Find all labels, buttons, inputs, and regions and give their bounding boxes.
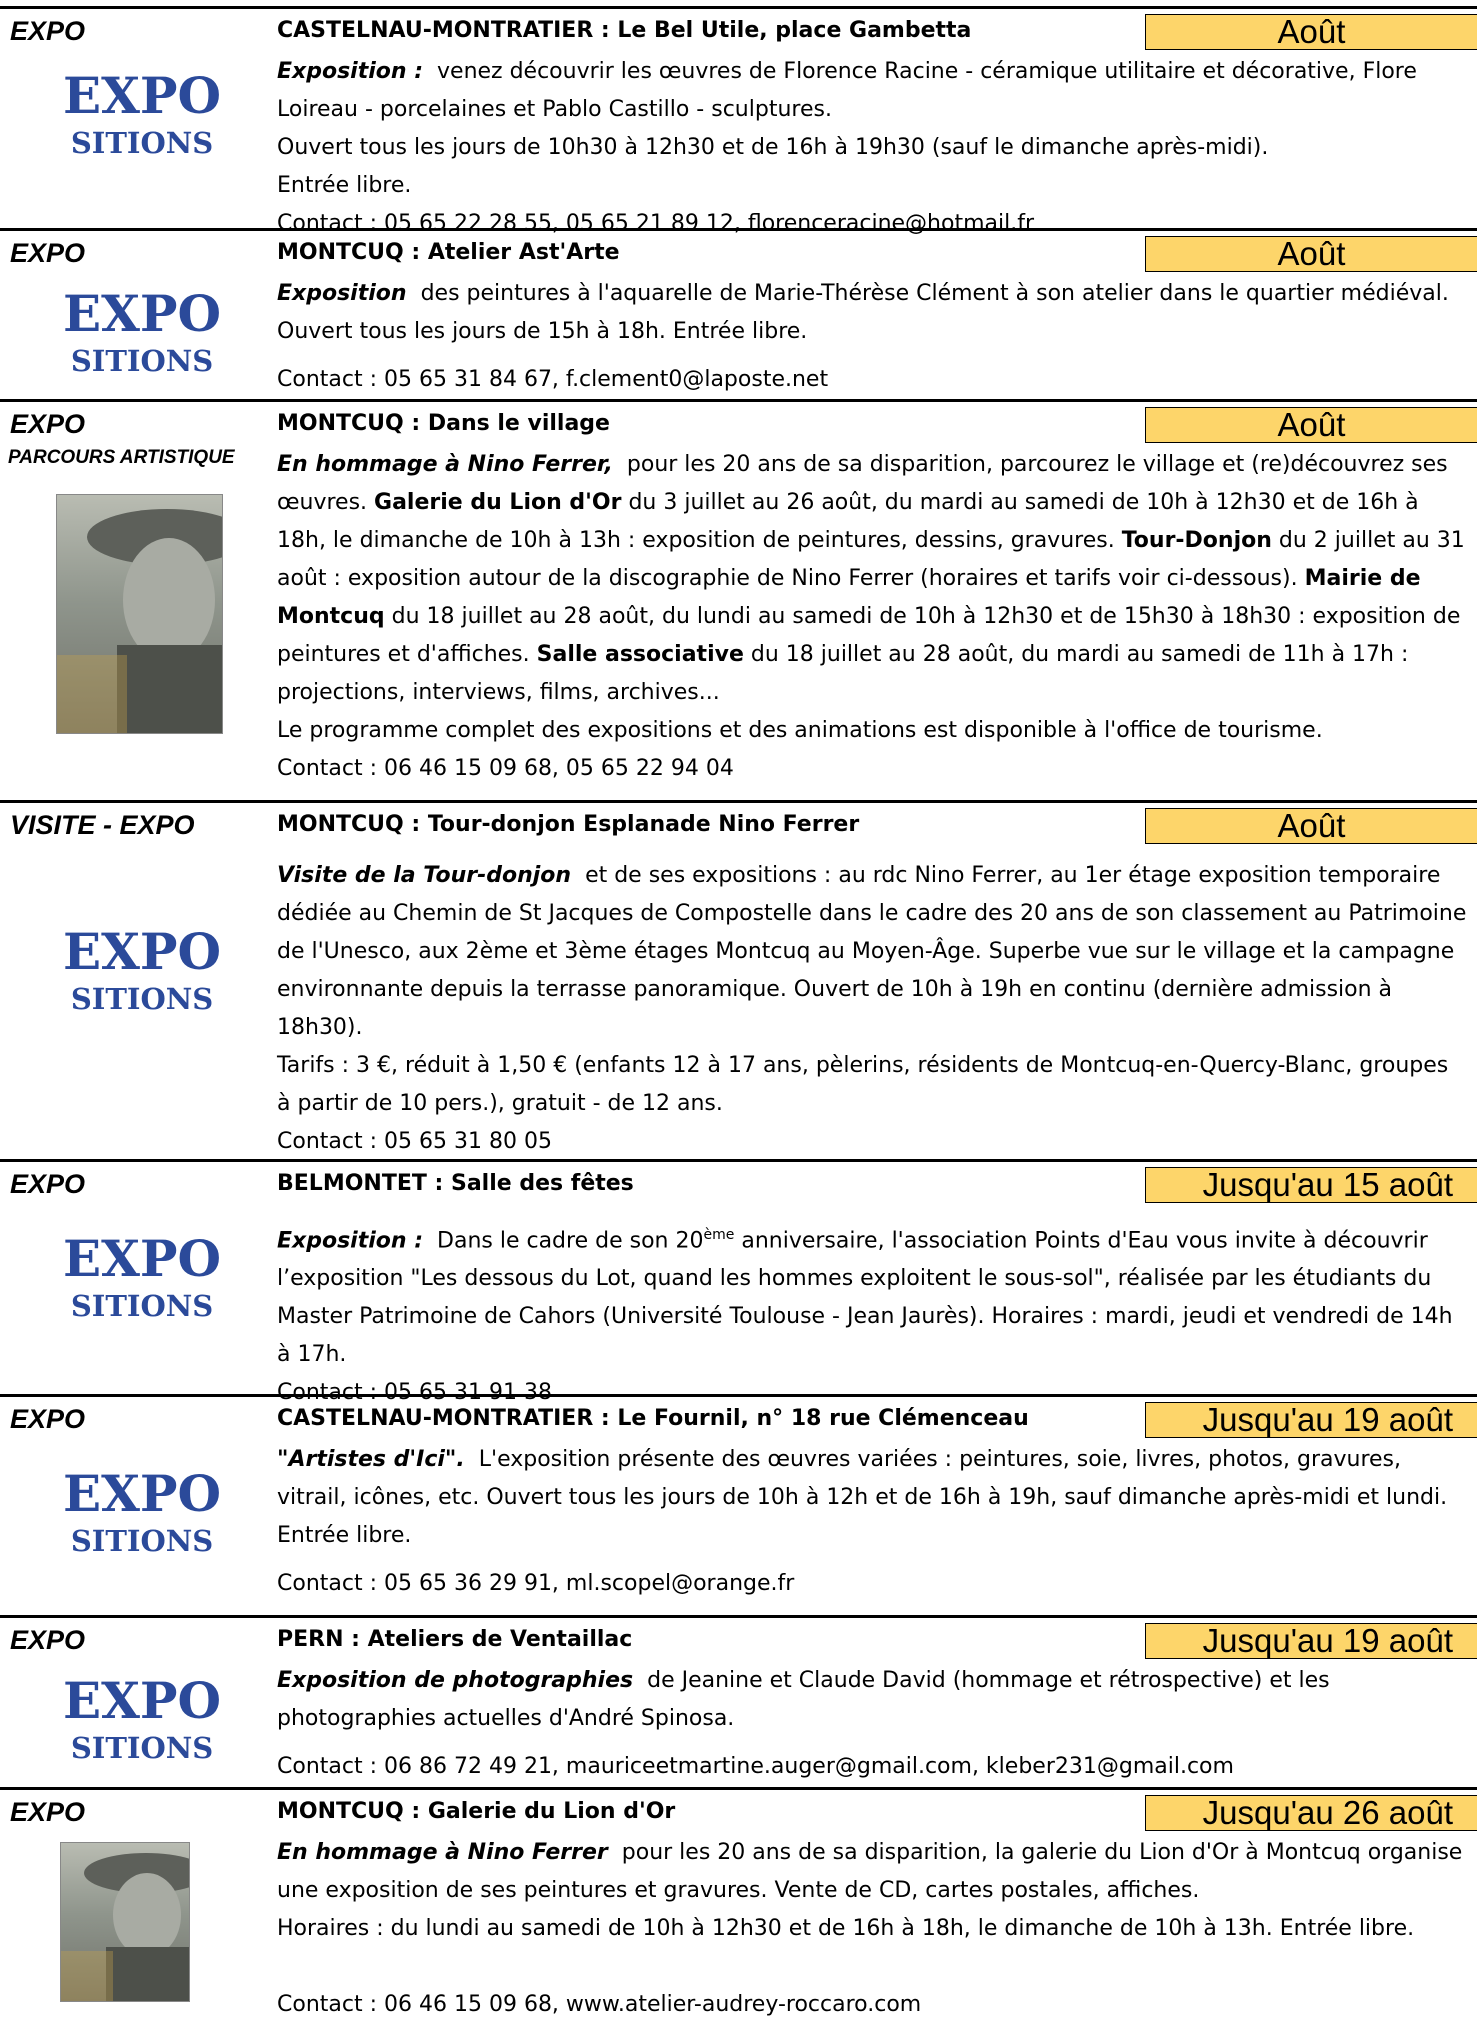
event-programme: Le programme complet des expositions et des animations est disponible à l'office de tourisme. — [277, 718, 1323, 743]
event-category: EXPO — [10, 16, 86, 46]
venue-salle-associative: Salle associative — [536, 642, 744, 667]
event-lead: Exposition de photographies — [277, 1668, 634, 1693]
event-entry — [0, 1787, 1477, 2017]
nino-ferrer-poster — [60, 1842, 190, 2002]
event-category: EXPO — [10, 1625, 86, 1655]
event-text: pour les 20 ans de sa disparition, la galerie du Lion d'Or à Montcuq organise une exposition de ses peintures et gravures. Vente de CD, cartes postales, affiches. — [277, 1840, 1463, 1903]
event-date-badge: Jusqu'au 19 août — [1145, 1623, 1477, 1659]
event-date-badge: Août — [1145, 14, 1477, 50]
event-subcategory: PARCOURS ARTISTIQUE — [8, 447, 235, 468]
event-entry — [0, 1159, 1477, 1406]
event-entry — [0, 1394, 1477, 1615]
event-location: MONTCUQ : Atelier Ast'Arte — [277, 240, 620, 265]
event-contact: Contact : 05 65 22 28 55, 05 65 21 89 12, florenceracine@hotmail.fr — [277, 211, 1035, 236]
logo-line1: EXPO — [62, 285, 222, 343]
event-lead: "Artistes d'Ici". — [277, 1447, 465, 1472]
event-category: VISITE - EXPO — [10, 810, 195, 840]
event-text: des peintures à l'aquarelle de Marie-Thérèse Clément à son atelier dans le quartier médiéval. Ouvert tous les jours de 15h à 18h. Entrée libre. — [277, 281, 1449, 344]
event-contact: Contact : 05 65 31 91 38 — [277, 1380, 552, 1406]
event-lead: En hommage à Nino Ferrer, — [277, 452, 613, 477]
event-contact: Contact : 06 86 72 49 21, mauriceetmartine.auger@gmail.com, kleber231@gmail.com — [277, 1754, 1234, 1779]
event-category: EXPO — [10, 409, 86, 439]
event-hours: Horaires : du lundi au samedi de 10h à 12h30 et de 16h à 18h, le dimanche de 10h à 13h. Entrée libre. — [277, 1916, 1415, 1941]
event-description — [277, 1834, 1467, 2024]
event-hours: Ouvert tous les jours de 10h30 à 12h30 et de 16h à 19h30 (sauf le dimanche après-midi). — [277, 135, 1269, 160]
logo-line1: EXPO — [62, 67, 222, 125]
venue-galerie: Galerie du Lion d'Or — [374, 490, 622, 515]
logo-line2: SITIONS — [70, 1524, 214, 1558]
expositions-logo — [62, 67, 222, 163]
event-date-badge: Août — [1145, 808, 1477, 844]
event-date-badge: Jusqu'au 26 août — [1145, 1795, 1477, 1831]
expositions-logo — [62, 285, 222, 381]
event-lead: En hommage à Nino Ferrer — [277, 1840, 608, 1865]
event-location: CASTELNAU-MONTRATIER : Le Fournil, n° 18 rue Clémenceau — [277, 1406, 1029, 1431]
event-date-badge: Août — [1145, 236, 1477, 272]
event-entry — [0, 228, 1477, 399]
event-lead: Visite de la Tour-donjon — [277, 863, 572, 888]
event-entry: Entrée libre. — [277, 173, 412, 198]
event-description: En hommage à Nino Ferrer, pour les 20 ans de sa disparition, parcourez le village et (re)découvrez ses œuvres. Galerie du Lion d'Or du 3 juillet au 26 août, du mardi au samedi de 10h à 12h30 et de 16h à 18h, le dimanche de 10h à 13h : exposition de peintures, dessins, gravures. Tour-Donjon du 2 juillet au 31 août : exposition autour de la discographie de Nino Ferrer (horaires et tarifs voir ci-dessous). Mairie de Montcuq du 18 juillet au 28 août, du lundi au samedi de 10h à 12h30 et de 15h30 à 18h30 : exposition de peintures et d'affiches. Salle associative du 18 juillet au 28 août, du mardi au samedi de 11h à 17h : projections, interviews, films, archives... Le programme complet des expositions et des animations est disponible à l'office de tourisme. Contact : 06 46 15 09 68, 05 65 22 94 04 — [277, 446, 1467, 788]
event-lead: Exposition : — [277, 59, 424, 84]
event-contact: Contact : 05 65 36 29 91, ml.scopel@orange.fr — [277, 1571, 795, 1596]
event-contact: Contact : 06 46 15 09 68, www.atelier-audrey-roccaro.com — [277, 1992, 922, 2017]
event-contact: Contact : 05 65 31 80 05 — [277, 1129, 552, 1154]
event-contact: Contact : 06 46 15 09 68, 05 65 22 94 04 — [277, 756, 734, 781]
event-description — [277, 1662, 1467, 1786]
nino-ferrer-poster — [56, 494, 223, 734]
event-category: EXPO — [10, 1797, 86, 1827]
event-date-badge: Août — [1145, 407, 1477, 443]
event-location: BELMONTET : Salle des fêtes — [277, 1171, 634, 1196]
expositions-logo — [62, 923, 222, 1019]
event-contact: Contact : 05 65 31 84 67, f.clement0@laposte.net — [277, 367, 829, 392]
event-text: venez découvrir les œuvres de Florence Racine - céramique utilitaire et décorative, Flore Loireau - porcelaines et Pablo Castillo - sculptures. — [277, 59, 1417, 122]
event-date-badge: Jusqu'au 15 août — [1145, 1167, 1477, 1203]
event-description — [277, 53, 1467, 243]
event-location: CASTELNAU-MONTRATIER : Le Bel Utile, place Gambetta — [277, 18, 972, 43]
logo-line2: SITIONS — [70, 344, 214, 378]
event-date-badge: Jusqu'au 19 août — [1145, 1402, 1477, 1438]
logo-line2: SITIONS — [70, 126, 214, 160]
venue-mairie: Mairie de Montcuq — [277, 566, 1421, 629]
logo-line2: SITIONS — [70, 1289, 214, 1323]
logo-line1: EXPO — [62, 1672, 222, 1730]
event-description: Exposition : Dans le cadre de son 20ème anniversaire, l'association Points d'Eau vous invite à découvrir l’exposition "Les dessous du Lot, quand les hommes exploitent le sous-sol", réalisée par les étudiants du Master Patrimoine de Cahors (Université Toulouse - Jean Jaurès). Horaires : mardi, jeudi et vendredi de 14h à 17h. Contact : 05 65 31 91 38 — [277, 1206, 1467, 1412]
event-text: de Jeanine et Claude David (hommage et rétrospective) et les photographies actuelles d'André Spinosa. — [277, 1668, 1330, 1731]
logo-line2: SITIONS — [70, 1731, 214, 1765]
event-category: EXPO — [10, 1169, 86, 1199]
expositions-logo — [62, 1465, 222, 1561]
event-category: EXPO — [10, 1404, 86, 1434]
event-description — [277, 1441, 1467, 1603]
logo-line1: EXPO — [62, 923, 222, 981]
event-text: L'exposition présente des œuvres variées : peintures, soie, livres, photos, gravures, vitrail, icônes, etc. Ouvert tous les jours de 10h à 12h et de 16h à 19h, sauf dimanche après-midi et lundi. Entrée libre. — [277, 1447, 1448, 1548]
event-location: MONTCUQ : Dans le village — [277, 411, 610, 436]
event-description — [277, 275, 1467, 399]
event-entry — [0, 800, 1477, 1159]
expositions-logo — [62, 1672, 222, 1768]
event-location: MONTCUQ : Galerie du Lion d'Or — [277, 1799, 676, 1824]
logo-line1: EXPO — [62, 1465, 222, 1523]
event-entry — [0, 1615, 1477, 1787]
logo-line2: SITIONS — [70, 982, 214, 1016]
event-location: MONTCUQ : Tour-donjon Esplanade Nino Ferrer — [277, 812, 860, 837]
event-lead: Exposition : — [277, 1228, 424, 1254]
expositions-logo — [62, 1230, 222, 1326]
event-entry — [0, 6, 1477, 236]
venue-tour-donjon: Tour-Donjon — [1121, 528, 1272, 553]
event-tarifs: Tarifs : 3 €, réduit à 1,50 € (enfants 12 à 17 ans, pèlerins, résidents de Montcuq-en-Quercy-Blanc, groupes à partir de 10 pers.), gratuit - de 12 ans. — [277, 1053, 1449, 1116]
event-text: et de ses expositions : au rdc Nino Ferrer, au 1er étage exposition temporaire dédiée au Chemin de St Jacques de Compostelle dans le cadre des 20 ans de son classement au Patrimoine de l'Unesco, aux 2ème et 3ème étages Montcuq au Moyen-Âge. Superbe vue sur le village et la campagne environnante depuis la terrasse panoramique. Ouvert de 10h à 19h en continu (dernière admission à 18h30). — [277, 863, 1467, 1040]
event-lead: Exposition — [277, 281, 407, 306]
event-location: PERN : Ateliers de Ventaillac — [277, 1627, 633, 1652]
event-description — [277, 847, 1467, 1161]
event-category: EXPO — [10, 238, 86, 268]
event-entry — [0, 399, 1477, 800]
logo-line1: EXPO — [62, 1230, 222, 1288]
